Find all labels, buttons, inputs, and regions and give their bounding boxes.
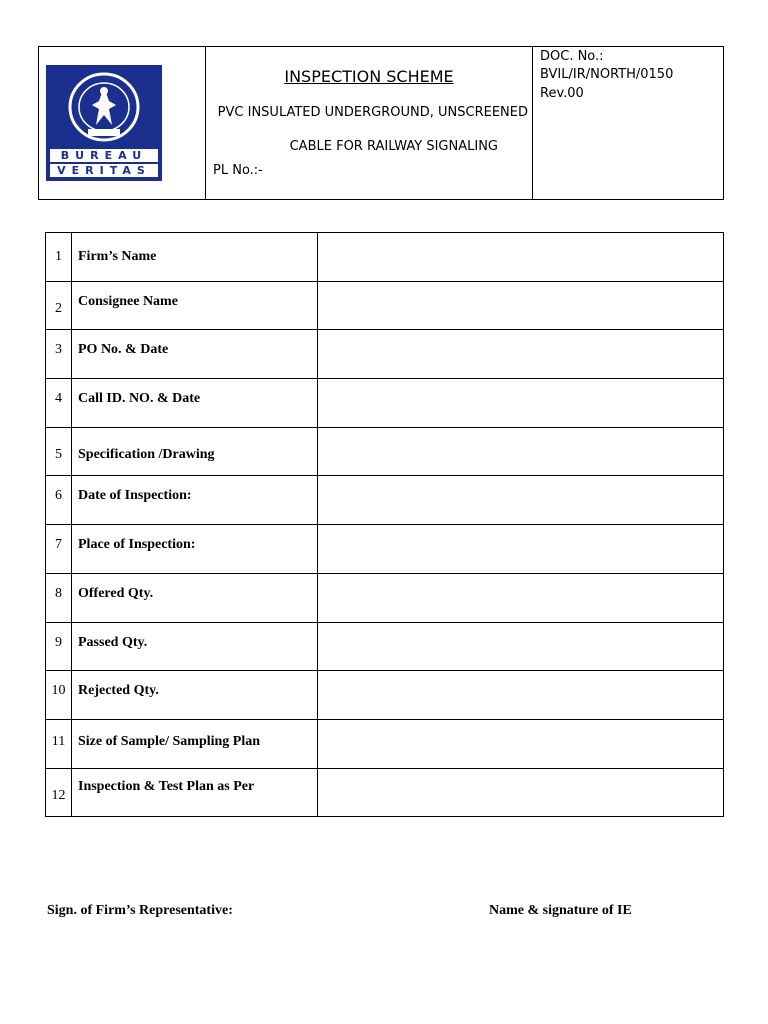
row-value-field[interactable] xyxy=(318,573,724,622)
row-number: 6 xyxy=(46,476,72,525)
table-row xyxy=(46,233,724,282)
seal-icon xyxy=(66,71,142,143)
table-row xyxy=(46,525,724,574)
row-value-field[interactable] xyxy=(318,525,724,574)
doc-info-cell xyxy=(533,47,723,199)
revision: Rev.00 xyxy=(540,86,584,101)
row-value-field[interactable] xyxy=(318,476,724,525)
row-label: Firm’s Name xyxy=(72,233,318,282)
row-label: PO No. & Date xyxy=(72,330,318,379)
row-label: Size of Sample/ Sampling Plan xyxy=(72,719,318,768)
row-number: 5 xyxy=(46,427,72,476)
logo-text-bottom: VERITAS xyxy=(50,164,158,177)
table-row xyxy=(46,622,724,671)
table-row xyxy=(46,330,724,379)
subtitle-line-2: CABLE FOR RAILWAY SIGNALING xyxy=(289,139,498,154)
row-label: Passed Qty. xyxy=(72,622,318,671)
row-label: Specification /Drawing xyxy=(72,427,318,476)
table-row xyxy=(46,671,724,720)
inspection-form-table xyxy=(45,232,724,817)
row-label: Place of Inspection: xyxy=(72,525,318,574)
table-row xyxy=(46,427,724,476)
row-value-field[interactable] xyxy=(318,671,724,720)
table-row xyxy=(46,719,724,768)
row-value-field[interactable] xyxy=(318,768,724,817)
row-number: 12 xyxy=(46,768,72,817)
table-row xyxy=(46,281,724,330)
row-value-field[interactable] xyxy=(318,330,724,379)
row-number: 8 xyxy=(46,573,72,622)
doc-no-label: DOC. No.: xyxy=(540,49,604,64)
row-value-field[interactable] xyxy=(318,719,724,768)
row-number: 10 xyxy=(46,671,72,720)
row-label: Call ID. NO. & Date xyxy=(72,379,318,428)
firm-representative-signature-label: Sign. of Firm’s Representative: xyxy=(47,903,233,918)
row-number: 7 xyxy=(46,525,72,574)
row-number: 9 xyxy=(46,622,72,671)
doc-no-value: BVIL/IR/NORTH/0150 xyxy=(540,67,674,82)
row-number: 11 xyxy=(46,719,72,768)
row-value-field[interactable] xyxy=(318,281,724,330)
table-row xyxy=(46,573,724,622)
logo-text-top: BUREAU xyxy=(50,149,158,162)
row-label: Rejected Qty. xyxy=(72,671,318,720)
ie-signature-label: Name & signature of IE xyxy=(489,903,632,918)
row-label: Inspection & Test Plan as Per xyxy=(72,768,318,817)
row-label: Offered Qty. xyxy=(72,573,318,622)
row-value-field[interactable] xyxy=(318,233,724,282)
document-header xyxy=(38,46,724,200)
subtitle-line-1: PVC INSULATED UNDERGROUND, UNSCREENED xyxy=(217,105,528,120)
table-row xyxy=(46,476,724,525)
row-value-field[interactable] xyxy=(318,427,724,476)
table-row xyxy=(46,768,724,817)
logo-cell xyxy=(39,47,206,199)
pl-number: PL No.:- xyxy=(213,163,263,178)
row-number: 4 xyxy=(46,379,72,428)
row-label: Consignee Name xyxy=(72,281,318,330)
row-value-field[interactable] xyxy=(318,379,724,428)
title-cell xyxy=(206,47,533,199)
table-row xyxy=(46,379,724,428)
row-value-field[interactable] xyxy=(318,622,724,671)
row-number: 3 xyxy=(46,330,72,379)
row-label: Date of Inspection: xyxy=(72,476,318,525)
row-number: 1 xyxy=(46,233,72,282)
row-number: 2 xyxy=(46,281,72,330)
document-title: INSPECTION SCHEME xyxy=(284,67,454,86)
bureau-veritas-logo xyxy=(46,65,162,181)
